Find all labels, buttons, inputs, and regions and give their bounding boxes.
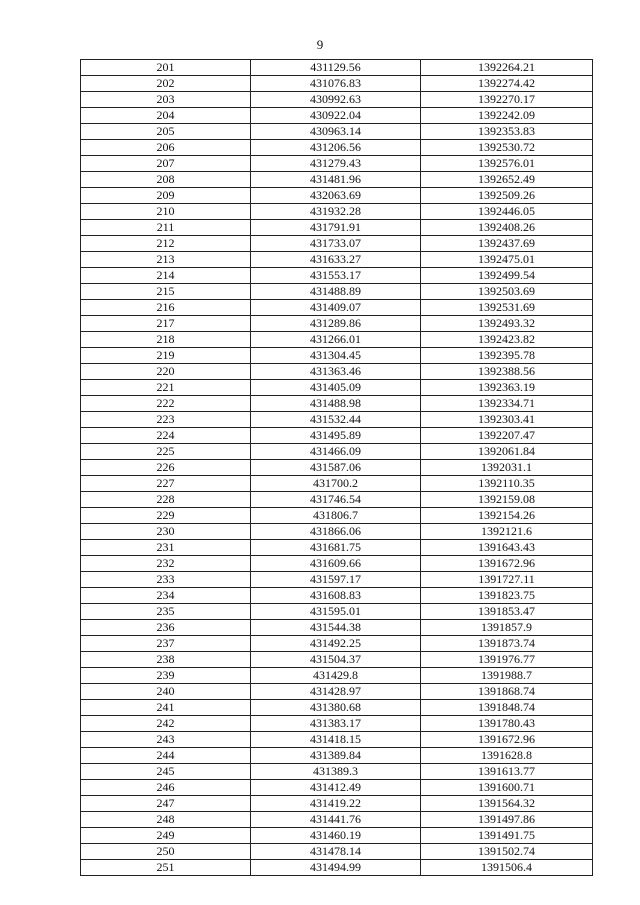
- point-number-cell: 227: [81, 476, 251, 492]
- y-coordinate-cell: 1391600.71: [421, 780, 593, 796]
- x-coordinate-cell: 431266.01: [251, 332, 421, 348]
- point-number-cell: 224: [81, 428, 251, 444]
- y-coordinate-cell: 1391727.11: [421, 572, 593, 588]
- table-row: [81, 284, 593, 300]
- x-coordinate-cell: 431383.17: [251, 716, 421, 732]
- y-coordinate-cell: 1392503.69: [421, 284, 593, 300]
- y-coordinate-cell: 1391502.74: [421, 844, 593, 860]
- point-number-cell: 237: [81, 636, 251, 652]
- x-coordinate-cell: 431597.17: [251, 572, 421, 588]
- table-row: [81, 460, 593, 476]
- x-coordinate-cell: 431595.01: [251, 604, 421, 620]
- x-coordinate-cell: 431279.43: [251, 156, 421, 172]
- y-coordinate-cell: 1392576.01: [421, 156, 593, 172]
- y-coordinate-cell: 1391491.75: [421, 828, 593, 844]
- y-coordinate-cell: 1392446.05: [421, 204, 593, 220]
- y-coordinate-cell: 1391628.8: [421, 748, 593, 764]
- table-row: [81, 860, 593, 876]
- page-number: 9: [316, 37, 324, 52]
- table-row: [81, 300, 593, 316]
- x-coordinate-cell: 431389.3: [251, 764, 421, 780]
- table-row: [81, 844, 593, 860]
- x-coordinate-cell: 431608.83: [251, 588, 421, 604]
- table-row: [81, 396, 593, 412]
- x-coordinate-cell: 431380.68: [251, 700, 421, 716]
- table-row: [81, 236, 593, 252]
- y-coordinate-cell: 1391853.47: [421, 604, 593, 620]
- y-coordinate-cell: 1392264.21: [421, 60, 593, 76]
- point-number-cell: 206: [81, 140, 251, 156]
- point-number-cell: 204: [81, 108, 251, 124]
- table-row: [81, 316, 593, 332]
- x-coordinate-cell: 431495.89: [251, 428, 421, 444]
- x-coordinate-cell: 431478.14: [251, 844, 421, 860]
- x-coordinate-cell: 431481.96: [251, 172, 421, 188]
- point-number-cell: 210: [81, 204, 251, 220]
- table-row: [81, 252, 593, 268]
- point-number-cell: 217: [81, 316, 251, 332]
- table-row: [81, 140, 593, 156]
- y-coordinate-cell: 1392121.6: [421, 524, 593, 540]
- point-number-cell: 235: [81, 604, 251, 620]
- table-row: [81, 524, 593, 540]
- table-row: [81, 108, 593, 124]
- y-coordinate-cell: 1392509.26: [421, 188, 593, 204]
- point-number-cell: 236: [81, 620, 251, 636]
- table-row: [81, 716, 593, 732]
- table-row: [81, 380, 593, 396]
- point-number-cell: 251: [81, 860, 251, 876]
- table-row: [81, 684, 593, 700]
- table-row: [81, 364, 593, 380]
- table-row: [81, 60, 593, 76]
- point-number-cell: 218: [81, 332, 251, 348]
- y-coordinate-cell: 1392437.69: [421, 236, 593, 252]
- table-row: [81, 492, 593, 508]
- y-coordinate-cell: 1392334.71: [421, 396, 593, 412]
- y-coordinate-cell: 1392154.26: [421, 508, 593, 524]
- point-number-cell: 201: [81, 60, 251, 76]
- point-number-cell: 205: [81, 124, 251, 140]
- x-coordinate-cell: 431700.2: [251, 476, 421, 492]
- y-coordinate-cell: 1392031.1: [421, 460, 593, 476]
- y-coordinate-cell: 1392159.08: [421, 492, 593, 508]
- x-coordinate-cell: 431681.75: [251, 540, 421, 556]
- x-coordinate-cell: 431791.91: [251, 220, 421, 236]
- point-number-cell: 228: [81, 492, 251, 508]
- point-number-cell: 220: [81, 364, 251, 380]
- point-number-cell: 216: [81, 300, 251, 316]
- x-coordinate-cell: 431488.89: [251, 284, 421, 300]
- table-row: [81, 92, 593, 108]
- point-number-cell: 242: [81, 716, 251, 732]
- point-number-cell: 223: [81, 412, 251, 428]
- y-coordinate-cell: 1391564.32: [421, 796, 593, 812]
- x-coordinate-cell: 431494.99: [251, 860, 421, 876]
- y-coordinate-cell: 1391857.9: [421, 620, 593, 636]
- y-coordinate-cell: 1391613.77: [421, 764, 593, 780]
- point-number-cell: 247: [81, 796, 251, 812]
- x-coordinate-cell: 431488.98: [251, 396, 421, 412]
- point-number-cell: 243: [81, 732, 251, 748]
- point-number-cell: 233: [81, 572, 251, 588]
- table-row: [81, 780, 593, 796]
- x-coordinate-cell: 431932.28: [251, 204, 421, 220]
- x-coordinate-cell: 431553.17: [251, 268, 421, 284]
- y-coordinate-cell: 1391506.4: [421, 860, 593, 876]
- point-number-cell: 215: [81, 284, 251, 300]
- table-row: [81, 668, 593, 684]
- x-coordinate-cell: 431363.46: [251, 364, 421, 380]
- y-coordinate-cell: 1391497.86: [421, 812, 593, 828]
- x-coordinate-cell: 431389.84: [251, 748, 421, 764]
- table-row: [81, 636, 593, 652]
- y-coordinate-cell: 1391823.75: [421, 588, 593, 604]
- point-number-cell: 241: [81, 700, 251, 716]
- table-row: [81, 556, 593, 572]
- x-coordinate-cell: 431504.37: [251, 652, 421, 668]
- point-number-cell: 238: [81, 652, 251, 668]
- table-row: [81, 748, 593, 764]
- x-coordinate-cell: 431419.22: [251, 796, 421, 812]
- point-number-cell: 221: [81, 380, 251, 396]
- table-row: [81, 156, 593, 172]
- point-number-cell: 212: [81, 236, 251, 252]
- x-coordinate-cell: 431806.7: [251, 508, 421, 524]
- y-coordinate-cell: 1391672.96: [421, 556, 593, 572]
- point-number-cell: 203: [81, 92, 251, 108]
- table-row: [81, 732, 593, 748]
- y-coordinate-cell: 1392207.47: [421, 428, 593, 444]
- table-row: [81, 700, 593, 716]
- point-number-cell: 222: [81, 396, 251, 412]
- y-coordinate-cell: 1392531.69: [421, 300, 593, 316]
- point-number-cell: 208: [81, 172, 251, 188]
- point-number-cell: 231: [81, 540, 251, 556]
- y-coordinate-cell: 1392395.78: [421, 348, 593, 364]
- table-row: [81, 796, 593, 812]
- point-number-cell: 219: [81, 348, 251, 364]
- x-coordinate-cell: 431633.27: [251, 252, 421, 268]
- table-row: [81, 812, 593, 828]
- table-row: [81, 428, 593, 444]
- y-coordinate-cell: 1392652.49: [421, 172, 593, 188]
- y-coordinate-cell: 1392493.32: [421, 316, 593, 332]
- table-row: [81, 268, 593, 284]
- table-row: [81, 764, 593, 780]
- x-coordinate-cell: 431412.49: [251, 780, 421, 796]
- point-number-cell: 232: [81, 556, 251, 572]
- table-row: [81, 540, 593, 556]
- table-row: [81, 828, 593, 844]
- y-coordinate-cell: 1392061.84: [421, 444, 593, 460]
- x-coordinate-cell: 431428.97: [251, 684, 421, 700]
- y-coordinate-cell: 1392388.56: [421, 364, 593, 380]
- point-number-cell: 213: [81, 252, 251, 268]
- y-coordinate-cell: 1391868.74: [421, 684, 593, 700]
- point-number-cell: 250: [81, 844, 251, 860]
- y-coordinate-cell: 1392475.01: [421, 252, 593, 268]
- y-coordinate-cell: 1391988.7: [421, 668, 593, 684]
- y-coordinate-cell: 1392110.35: [421, 476, 593, 492]
- x-coordinate-cell: 431466.09: [251, 444, 421, 460]
- x-coordinate-cell: 431429.8: [251, 668, 421, 684]
- y-coordinate-cell: 1392274.42: [421, 76, 593, 92]
- y-coordinate-cell: 1391780.43: [421, 716, 593, 732]
- table-row: [81, 412, 593, 428]
- x-coordinate-cell: 431587.06: [251, 460, 421, 476]
- point-number-cell: 246: [81, 780, 251, 796]
- table-row: [81, 220, 593, 236]
- x-coordinate-cell: 431418.15: [251, 732, 421, 748]
- point-number-cell: 244: [81, 748, 251, 764]
- x-coordinate-cell: 431746.54: [251, 492, 421, 508]
- table-row: [81, 204, 593, 220]
- point-number-cell: 211: [81, 220, 251, 236]
- point-number-cell: 225: [81, 444, 251, 460]
- table-row: [81, 76, 593, 92]
- point-number-cell: 226: [81, 460, 251, 476]
- y-coordinate-cell: 1392408.26: [421, 220, 593, 236]
- y-coordinate-cell: 1391873.74: [421, 636, 593, 652]
- table-row: [81, 620, 593, 636]
- y-coordinate-cell: 1391643.43: [421, 540, 593, 556]
- table-row: [81, 508, 593, 524]
- y-coordinate-cell: 1391848.74: [421, 700, 593, 716]
- x-coordinate-cell: 431460.19: [251, 828, 421, 844]
- x-coordinate-cell: 431206.56: [251, 140, 421, 156]
- x-coordinate-cell: 431532.44: [251, 412, 421, 428]
- table-row: [81, 604, 593, 620]
- x-coordinate-cell: 431441.76: [251, 812, 421, 828]
- x-coordinate-cell: 430963.14: [251, 124, 421, 140]
- table-row: [81, 332, 593, 348]
- table-row: [81, 652, 593, 668]
- y-coordinate-cell: 1392270.17: [421, 92, 593, 108]
- table-row: [81, 348, 593, 364]
- point-number-cell: 214: [81, 268, 251, 284]
- table-row: [81, 172, 593, 188]
- coordinates-table-body: [81, 60, 593, 876]
- y-coordinate-cell: 1392353.83: [421, 124, 593, 140]
- y-coordinate-cell: 1392530.72: [421, 140, 593, 156]
- table-row: [81, 444, 593, 460]
- x-coordinate-cell: 431289.86: [251, 316, 421, 332]
- coordinates-table: [80, 59, 593, 876]
- table-row: [81, 476, 593, 492]
- y-coordinate-cell: 1392303.41: [421, 412, 593, 428]
- y-coordinate-cell: 1392242.09: [421, 108, 593, 124]
- x-coordinate-cell: 430922.04: [251, 108, 421, 124]
- point-number-cell: 239: [81, 668, 251, 684]
- point-number-cell: 248: [81, 812, 251, 828]
- x-coordinate-cell: 431076.83: [251, 76, 421, 92]
- point-number-cell: 207: [81, 156, 251, 172]
- x-coordinate-cell: 431866.06: [251, 524, 421, 540]
- x-coordinate-cell: 430992.63: [251, 92, 421, 108]
- x-coordinate-cell: 431304.45: [251, 348, 421, 364]
- point-number-cell: 249: [81, 828, 251, 844]
- x-coordinate-cell: 431544.38: [251, 620, 421, 636]
- y-coordinate-cell: 1391672.96: [421, 732, 593, 748]
- x-coordinate-cell: 432063.69: [251, 188, 421, 204]
- point-number-cell: 245: [81, 764, 251, 780]
- point-number-cell: 234: [81, 588, 251, 604]
- y-coordinate-cell: 1392363.19: [421, 380, 593, 396]
- table-row: [81, 124, 593, 140]
- x-coordinate-cell: 431409.07: [251, 300, 421, 316]
- table-row: [81, 572, 593, 588]
- table-row: [81, 188, 593, 204]
- x-coordinate-cell: 431609.66: [251, 556, 421, 572]
- x-coordinate-cell: 431405.09: [251, 380, 421, 396]
- x-coordinate-cell: 431492.25: [251, 636, 421, 652]
- point-number-cell: 229: [81, 508, 251, 524]
- y-coordinate-cell: 1392423.82: [421, 332, 593, 348]
- x-coordinate-cell: 431129.56: [251, 60, 421, 76]
- y-coordinate-cell: 1391976.77: [421, 652, 593, 668]
- point-number-cell: 202: [81, 76, 251, 92]
- point-number-cell: 230: [81, 524, 251, 540]
- table-row: [81, 588, 593, 604]
- point-number-cell: 240: [81, 684, 251, 700]
- x-coordinate-cell: 431733.07: [251, 236, 421, 252]
- point-number-cell: 209: [81, 188, 251, 204]
- y-coordinate-cell: 1392499.54: [421, 268, 593, 284]
